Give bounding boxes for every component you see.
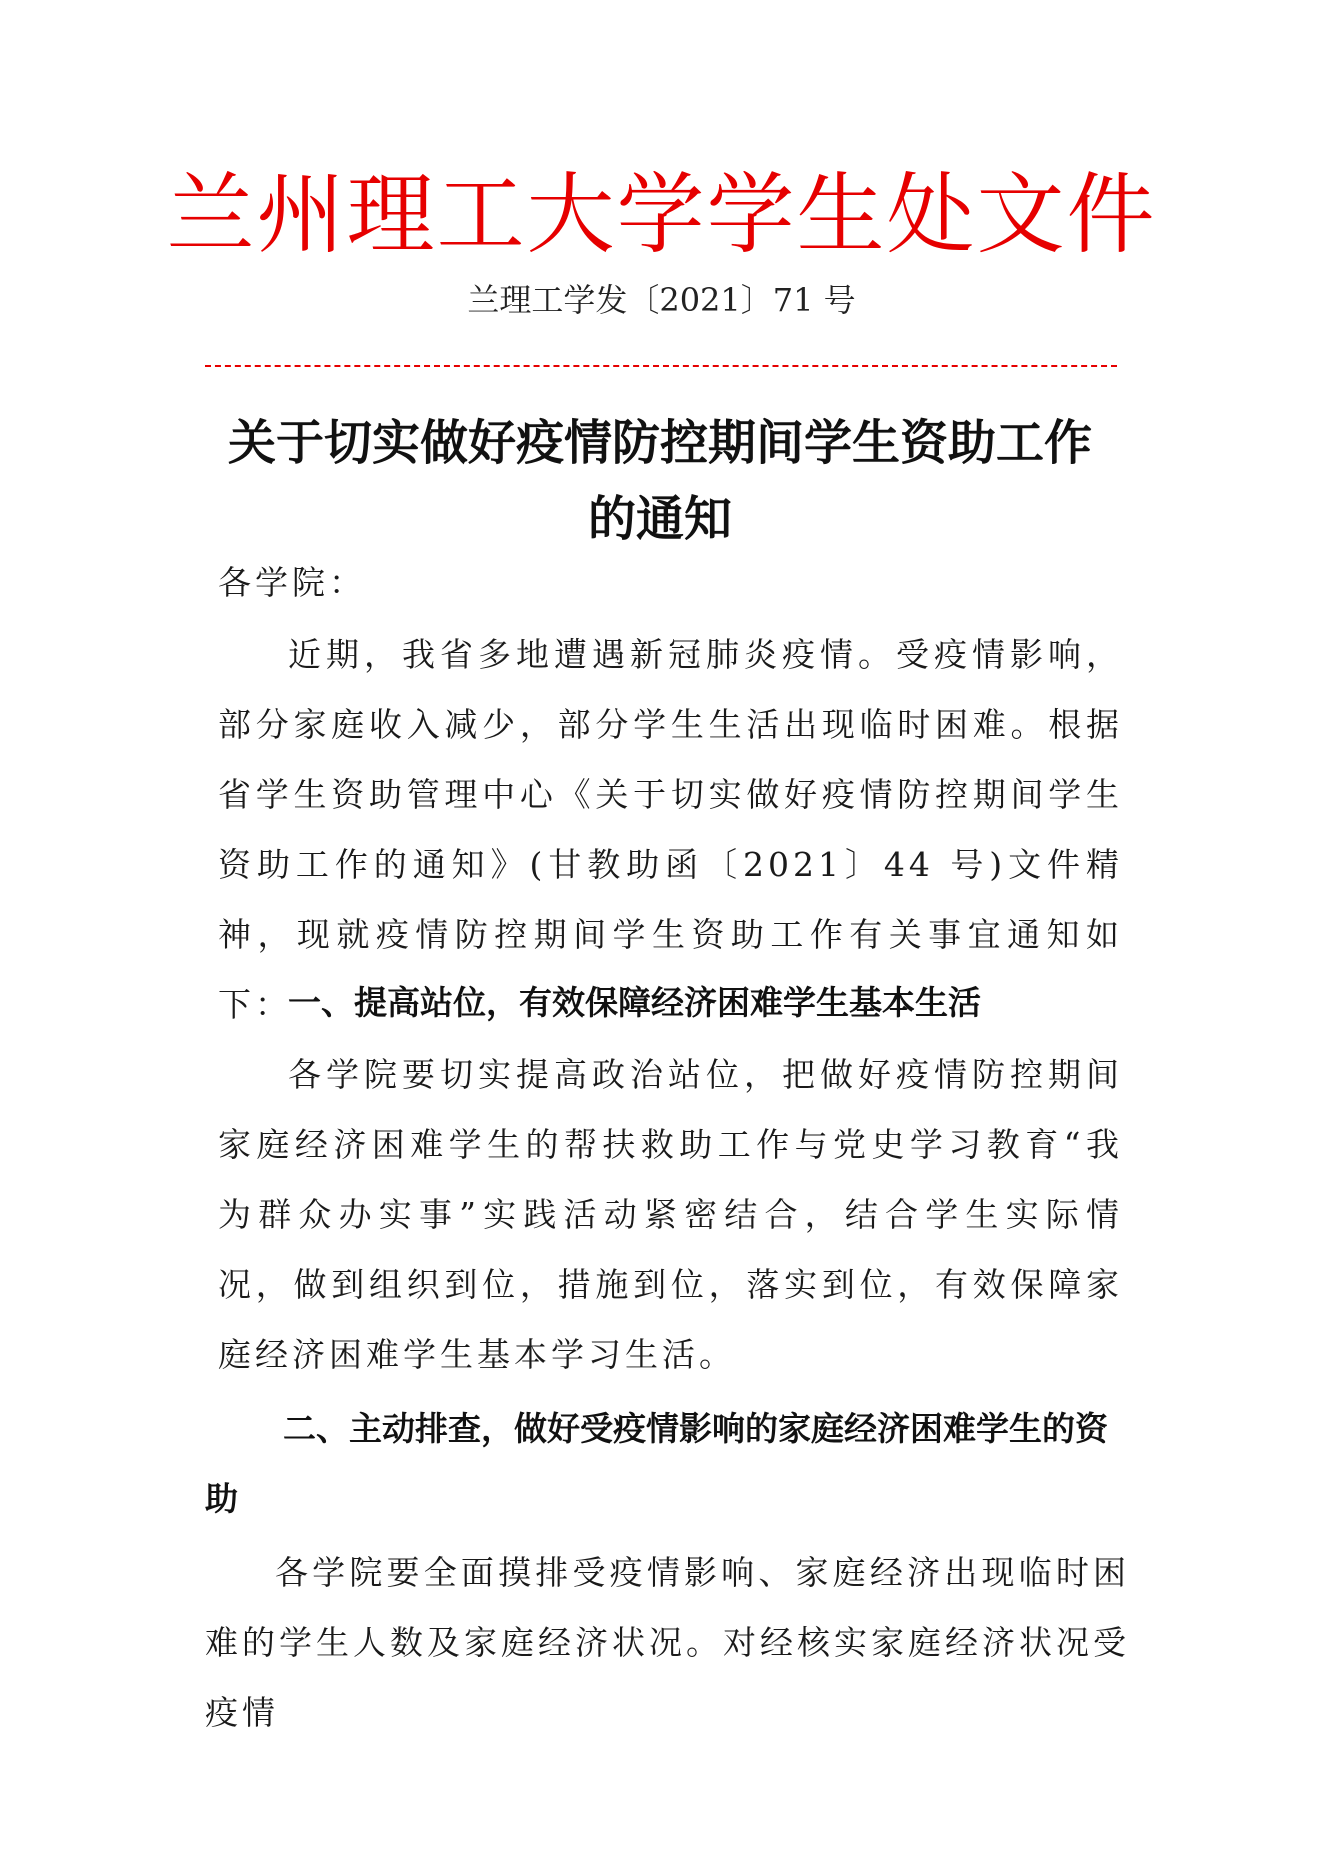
red-dashed-divider xyxy=(205,365,1117,367)
section-2-heading: 二、主动排查，做好受疫情影响的家庭经济困难学生的资助 xyxy=(205,1409,1108,1518)
issuer-header-title: 兰州理工大学学生处文件 xyxy=(166,163,1157,266)
section-1-heading: 一、提高站位，有效保障经济困难学生基本生活 xyxy=(288,983,981,1022)
intro-paragraph: 近期，我省多地遭遇新冠肺炎疫情。受疫情影响，部分家庭收入减少，部分学生生活出现临时困难。根据省学生资助管理中心《关于切实做好疫情防控期间学生资助工作的通知》(甘教助函〔2021〕44 号)文件精神，现就疫情防控期间学生资助工作有关事宜通知如下： xyxy=(218,635,1123,1024)
section-2-paragraph: 各学院要全面摸排受疫情影响、家庭经济出现临时困难的学生人数及家庭经济状况。对经核实家庭经济状况受疫情 xyxy=(205,1553,1130,1732)
document-number: 兰理工学发〔2021〕71 号 xyxy=(467,281,856,319)
notice-title-line2: 的通知 xyxy=(587,491,732,547)
salutation: 各学院： xyxy=(218,563,366,602)
notice-title xyxy=(190,405,1130,557)
notice-title-line1: 关于切实做好疫情防控期间学生资助工作 xyxy=(227,415,1092,471)
section-1-paragraph: 各学院要切实提高政治站位，把做好疫情防控期间家庭经济困难学生的帮扶救助工作与党史学习教育“我为群众办实事”实践活动紧密结合，结合学生实际情况，做到组织到位，措施到位，落实到位，有效保障家庭经济困难学生基本学习生活。 xyxy=(218,1055,1123,1374)
